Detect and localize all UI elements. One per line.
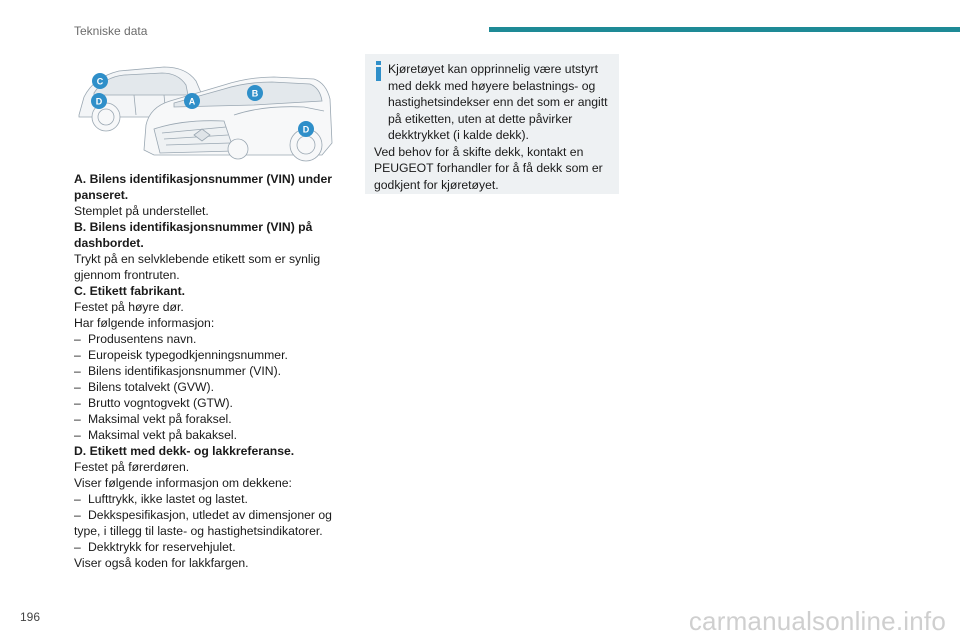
watermark: carmanualsonline.info bbox=[688, 606, 946, 636]
list-item: – Dekkspesifikasjon, utledet av dimensjoner og type, i tillegg til laste- og hastighetsindikatorer. bbox=[74, 508, 332, 538]
page-number: 196 bbox=[20, 610, 41, 624]
heading-d: D. Etikett med dekk- og lakkreferanse. bbox=[74, 444, 295, 458]
info-box bbox=[365, 54, 619, 194]
text-a: Stemplet på understellet. bbox=[74, 204, 209, 218]
list-item: – Europeisk typegodkjenningsnummer. bbox=[74, 348, 288, 362]
svg-text:D: D bbox=[95, 96, 103, 107]
svg-text:B: B bbox=[251, 88, 259, 99]
marker-a bbox=[184, 93, 200, 109]
list-item: – Bilens totalvekt (GVW). bbox=[74, 380, 214, 394]
list-item: – Maksimal vekt på foraksel. bbox=[74, 412, 232, 426]
svg-text:D: D bbox=[302, 124, 310, 135]
text-d3: Viser også koden for lakkfargen. bbox=[74, 556, 249, 570]
heading-a: A. Bilens identifikasjonsnummer (VIN) under panseret. bbox=[74, 172, 333, 202]
marker-d-right bbox=[298, 121, 314, 137]
list-item: – Produsentens navn. bbox=[74, 332, 197, 346]
text-d1: Festet på førerdøren. bbox=[74, 460, 190, 474]
text-d2: Viser følgende informasjon om dekkene: bbox=[74, 476, 292, 490]
list-item: – Bilens identifikasjonsnummer (VIN). bbox=[74, 364, 282, 378]
info-text-1: Kjøretøyet kan opprinnelig være utstyrt med dekk med høyere belastnings- og hastighetsindekser enn det som er angitt på etiketten, uten at dette påvirker dekktrykket (i kalde dekk). bbox=[388, 62, 608, 142]
text-b: Trykt på en selvklebende etikett som er synlig gjennom frontruten. bbox=[74, 252, 321, 282]
list-item: – Lufttrykk, ikke lastet og lastet. bbox=[74, 492, 248, 506]
marker-d-left bbox=[91, 93, 107, 109]
heading-b: B. Bilens identifikasjonsnummer (VIN) på dashbordet. bbox=[74, 220, 313, 250]
svg-text:C: C bbox=[96, 76, 104, 87]
info-text-2: Ved behov for å skifte dekk, kontakt en PEUGEOT forhandler for å få dekk som er godkjent for kjøretøyet. bbox=[374, 144, 603, 192]
text-c2: Har følgende informasjon: bbox=[74, 316, 215, 330]
identification-text bbox=[74, 171, 340, 571]
marker-c bbox=[92, 73, 108, 89]
list-item: – Brutto vogntogvekt (GTW). bbox=[74, 396, 233, 410]
svg-text:A: A bbox=[188, 96, 196, 107]
list-item: – Maksimal vekt på bakaksel. bbox=[74, 428, 238, 442]
text-c1: Festet på høyre dør. bbox=[74, 300, 184, 314]
list-item: – Dekktrykk for reservehjulet. bbox=[74, 540, 236, 554]
marker-b bbox=[247, 85, 263, 101]
header-accent-bar bbox=[489, 27, 960, 32]
heading-c: C. Etikett fabrikant. bbox=[74, 284, 186, 298]
vehicle-illustration bbox=[74, 55, 334, 163]
section-title: Tekniske data bbox=[74, 24, 148, 38]
